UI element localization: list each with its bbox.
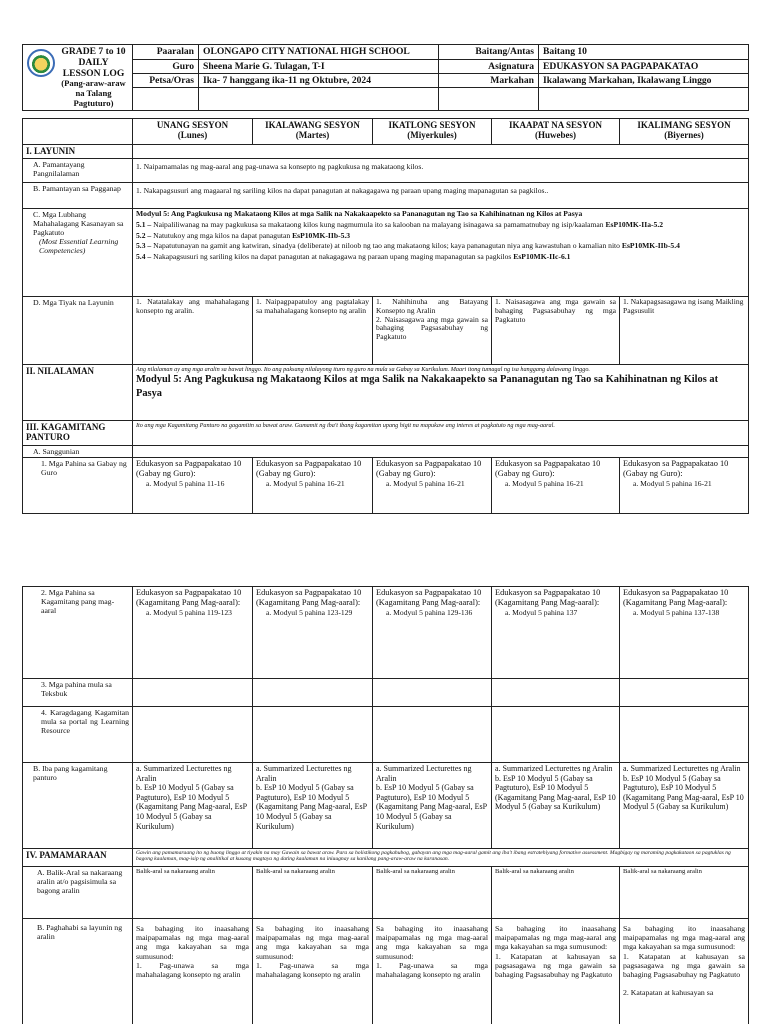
lesson-table-page-2: [22, 586, 749, 1024]
paghahabi-day-4: Sa bahaging ito inaasahang maipapamalas ng mga mag-aaral ang mga kakayahan sa mga sumusunod: 1. Katapatan at kahusayan sa pagsasagawa ng mga gawain sa bahaging Pagsasabuhay ng Pagkatuto: [492, 919, 620, 1024]
mag-aaral-day-4: Edukasyon sa Pagpapakatao 10 (Kagamitang Pang Mag-aaral): a. Modyul 5 pahina 137: [492, 587, 620, 679]
iba-day-4: a. Summarized Lecturettes ng Aralin b. EsP 10 Modyul 5 (Gabay sa Pagtuturo), EsP 10 Modyul 5 (Kagamitang Pang Mag-aaral, EsP 10 Modyul 5 (Gabay sa Kurikulum): [492, 763, 620, 849]
lesson-table-page-1: [22, 118, 749, 514]
title-line-2: DAILY: [78, 57, 109, 69]
label-paghahabi: B. Paghahabi sa layunin ng aralin: [23, 919, 133, 1024]
header-table: [22, 44, 749, 111]
value-baitang: Baitang 10: [539, 45, 749, 60]
mag-aaral-day-2: Edukasyon sa Pagpapakatao 10 (Kagamitang Pang Mag-aaral): a. Modyul 5 pahina 123-129: [253, 587, 373, 679]
value-guro: Sheena Marie G. Tulagan, T-I: [199, 60, 439, 74]
balik-aral-day-4: Balik-aral sa nakaraang aralin: [492, 867, 620, 919]
pamamaraan-note: Gawin ang pamamaraang ito ng buong linggo at tiyakin na may Gawain sa bawat araw. Para sa holistikong pagkahubog, gabayan ang mga mag-aaral gamit ang iba't ibang estratehiyang formative assessment. Magbigay ng maraming pagkakataon sa pagtuklas ng bagong kaalaman, mag-isip ng analitikal at kusang magtaya ng dating kaalaman na iniuugnay sa kanilang pang-araw-araw na karanasan.: [133, 849, 749, 867]
value-asignatura: EDUKASYON SA PAGPAPAKATAO: [539, 60, 749, 74]
label-baitang: Baitang/Antas: [439, 45, 539, 60]
dll-title: [23, 45, 133, 111]
section-kagamitan: III. KAGAMITANG PANTURO: [23, 420, 133, 445]
label-teksbuk: 3. Mga pahina mula sa Teksbuk: [23, 679, 133, 707]
gabay-guro-day-5: Edukasyon sa Pagpapakatao 10 (Gabay ng Guro): a. Modyul 5 pahina 16-21: [620, 457, 749, 513]
label-balik-aral: A. Balik-Aral sa nakaraang aralin at/o pagsisimula sa bagong aralin: [23, 867, 133, 919]
iba-day-5: a. Summarized Lecturettes ng Aralin b. EsP 10 Modyul 5 (Gabay sa Pagtuturo), EsP 10 Modyul 5 (Kagamitang Pang Mag-aaral, EsP 10 Modyul 5 (Gabay sa Kurikulum): [620, 763, 749, 849]
school-seal-icon: [27, 49, 55, 77]
melc-module-title: Modyul 5: Ang Pagkukusa ng Makataong Kilos at mga Salik na Nakakaapekto sa Pananagutan ng Tao sa Kahihinatnan ng Kilos at Pasya: [136, 208, 583, 218]
layunin-day-3: 1. Nahihinuha ang Batayang Konsepto ng Aralin 2. Naisasagawa ang mga gawain sa bahaging Pagsasabuhay ng Pagkatuto: [373, 296, 492, 364]
iba-day-2: a. Summarized Lecturettes ng Aralin b. EsP 10 Modyul 5 (Gabay sa Pagtuturo), EsP 10 Modyul 5 (Kagamitang Pang Mag-aaral, EsP 10 Modyul 5 (Gabay sa Kurikulum): [253, 763, 373, 849]
section-nilalaman: II. NILALAMAN: [23, 364, 133, 420]
label-asignatura: Asignatura: [439, 60, 539, 74]
text-pamantayan-pagganap: 1. Nakapagsusuri ang magaaral ng sariling kilos na dapat panagutan at nakagagawa ng paraan upang maging mapanagutan sa pagkilos..: [133, 182, 749, 208]
label-guro: Guro: [133, 60, 199, 74]
title-line-1: GRADE 7 to 10: [61, 46, 126, 57]
layunin-day-1: 1. Natatalakay ang mahahalagang konsepto ng aralin.: [133, 296, 253, 364]
label-iba-pang-kagamitan: B. Iba pang kagamitang panturo: [23, 763, 133, 849]
label-melc: C. Mga Lubhang Mahahalagang Kasanayan sa Pagkatuto (Most Essential Learning Competencies): [23, 208, 133, 296]
iba-day-1: a. Summarized Lecturettes ng Aralin b. EsP 10 Modyul 5 (Gabay sa Pagtuturo), EsP 10 Modyul 5 (Kagamitang Pang Mag-aaral, EsP 10 Modyul 5 (Gabay sa Kurikulum): [133, 763, 253, 849]
iba-day-3: a. Summarized Lecturettes ng Aralin b. EsP 10 Modyul 5 (Gabay sa Pagtuturo), EsP 10 Modyul 5 (Kagamitang Pang Mag-aaral, EsP 10 Modyul 5 (Gabay sa Kurikulum): [373, 763, 492, 849]
label-kagamitang-mag-aaral: 2. Mga Pahina sa Kagamitang pang mag-aaral: [23, 587, 133, 679]
label-gabay-ng-guro: 1. Mga Pahina sa Gabay ng Guro: [23, 457, 133, 513]
layunin-day-4: 1. Naisasagawa ang mga gawain sa bahaging Pagsasabuhay ng mga Pagkatuto: [492, 296, 620, 364]
layunin-day-5: 1. Nakapagsasagawa ng isang Maikling Pagsusulit: [620, 296, 749, 364]
mag-aaral-day-1: Edukasyon sa Pagpapakatao 10 (Kagamitang Pang Mag-aaral): a. Modyul 5 pahina 119-123: [133, 587, 253, 679]
gabay-guro-day-2: Edukasyon sa Pagpapakatao 10 (Gabay ng Guro): a. Modyul 5 pahina 16-21: [253, 457, 373, 513]
text-pamantayang-pangnilalaman: 1. Naipamamalas ng mag-aaral ang pag-unawa sa konsepto ng pagkukusa ng makataong kilos.: [133, 158, 749, 182]
balik-aral-day-3: Balik-aral sa nakaraang aralin: [373, 867, 492, 919]
melc-content: [133, 208, 749, 296]
title-line-3: LESSON LOG: [62, 68, 125, 80]
paghahabi-day-1: Sa bahaging ito inaasahang maipapamalas ng mga mag-aaral ang mga kakayahan sa mga sumusunod: 1. Pag-unawa sa mga mahahalagang konsepto ng aralin: [133, 919, 253, 1024]
nilalaman-content: [133, 364, 749, 420]
melc-item-1: 5.1 – Naipaliliwanag na may pagkukusa sa makataong kilos kung nagmumula ito sa kalooban na malayang isinagawa sa pamamatnubay ng isip/kaalaman EsP10MK-IIa-5.2: [136, 219, 664, 229]
layunin-day-2: 1. Naipagpapatuloy ang pagtalakay sa mahahalagang konsepto ng aralin: [253, 296, 373, 364]
gabay-guro-day-4: Edukasyon sa Pagpapakatao 10 (Gabay ng Guro): a. Modyul 5 pahina 16-21: [492, 457, 620, 513]
title-sub: (Pang-araw-araw na Talang Pagtuturo): [61, 78, 126, 108]
mag-aaral-day-3: Edukasyon sa Pagpapakatao 10 (Kagamitang Pang Mag-aaral): a. Modyul 5 pahina 129-136: [373, 587, 492, 679]
day-header-5: IKALIMANG SESYON (Biyernes): [620, 119, 749, 145]
value-markahan: Ikalawang Markahan, Ikalawang Linggo: [539, 74, 749, 88]
balik-aral-day-2: Balik-aral sa nakaraang aralin: [253, 867, 373, 919]
paghahabi-day-2: Sa bahaging ito inaasahang maipapamalas ng mga mag-aaral ang mga kakayahan sa mga sumusunod: 1. Pag-unawa sa mga mahahalagang konsepto ng aralin: [253, 919, 373, 1024]
gabay-guro-day-1: Edukasyon sa Pagpapakatao 10 (Gabay ng Guro): a. Modyul 5 pahina 11-16: [133, 457, 253, 513]
label-petsa: Petsa/Oras: [133, 74, 199, 88]
melc-item-2: 5.2 – Natutukoy ang mga kilos na dapat panagutan EsP10MK-IIb-5.3: [136, 230, 351, 240]
label-sanggunian: A. Sanggunian: [23, 445, 133, 457]
value-paaralan: OLONGAPO CITY NATIONAL HIGH SCHOOL: [199, 45, 439, 60]
label-paaralan: Paaralan: [133, 45, 199, 60]
melc-item-3: 5.3 – Napatutunayan na gamit ang katwiran, sinadya (deliberate) at niloob ng tao ang makataong kilos; kaya pananagutan niya ang kawastuhan o kamalian nito EsP10MK-IIb-5.4: [136, 241, 680, 251]
label-pamantayang-pangnilalaman: A. Pamantayang Pangnilalaman: [23, 158, 133, 182]
kagamitan-note: Ito ang mga Kagamitang Panturo na gagamitin sa bawat araw. Gumamit ng iba't ibang kagamitan upang higit na mapukaw ang interes at pagkatuto ng mga mag-aaral.: [133, 420, 749, 445]
melc-item-4: 5.4 – Nakapagsusuri ng sariling kilos na dapat panagutan at nakagagawa ng paraan upang maging mapanagutan sa pagkilos EsP10MK-IIc-6.1: [136, 252, 571, 262]
nilalaman-module: Modyul 5: Ang Pagkukusa ng Makataong Kilos at mga Salik na Nakakaapekto sa Pananagutan ng Tao sa Kahihinatnan ng Kilos at Pasya: [136, 373, 719, 399]
paghahabi-day-3: Sa bahaging ito inaasahang maipapamalas ng mga mag-aaral ang mga kakayahan sa mga sumusunod: 1. Pag-unawa sa mga mahahalagang konsepto ng aralin: [373, 919, 492, 1024]
nilalaman-note: Ang nilalaman ay ang mga aralin sa bawat linggo. Ito ang paksang nilalayong ituro ng guro na mula sa Gabay sa Kurikulum. Maari itong tumagal ng isa hanggang dalawang linggo.: [136, 365, 590, 373]
label-learning-resource: 4. Karagdagang Kagamitan mula sa portal ng Learning Resource: [23, 707, 133, 763]
label-tiyak-na-layunin: D. Mga Tiyak na Layunin: [23, 296, 133, 364]
mag-aaral-day-5: Edukasyon sa Pagpapakatao 10 (Kagamitang Pang Mag-aaral): a. Modyul 5 pahina 137-138: [620, 587, 749, 679]
label-pamantayan-pagganap: B. Pamantayan sa Pagganap: [23, 182, 133, 208]
balik-aral-day-5: Balik-aral sa nakaraang aralin: [620, 867, 749, 919]
label-markahan: Markahan: [439, 74, 539, 88]
day-header-2: IKALAWANG SESYON (Martes): [253, 119, 373, 145]
section-pamamaraan: IV. PAMAMARAAN: [23, 849, 133, 867]
balik-aral-day-1: Balik-aral sa nakaraang aralin: [133, 867, 253, 919]
value-petsa: Ika- 7 hanggang ika-11 ng Oktubre, 2024: [199, 74, 439, 88]
gabay-guro-day-3: Edukasyon sa Pagpapakatao 10 (Gabay ng Guro): a. Modyul 5 pahina 16-21: [373, 457, 492, 513]
day-header-3: IKATLONG SESYON (Miyerkules): [373, 119, 492, 145]
day-header-4: IKAAPAT NA SESYON (Huwebes): [492, 119, 620, 145]
paghahabi-day-5: Sa bahaging ito inaasahang maipapamalas ng mga mag-aaral ang mga kakayahan sa mga sumusunod: 1. Katapatan at kahusayan sa pagsasagawa ng mga gawain sa bahaging Pagsasabuhay ng Pagkatuto 2. Katapatan at kahusayan sa: [620, 919, 749, 1024]
day-header-1: UNANG SESYON (Lunes): [133, 119, 253, 145]
section-layunin: I. LAYUNIN: [23, 145, 133, 159]
